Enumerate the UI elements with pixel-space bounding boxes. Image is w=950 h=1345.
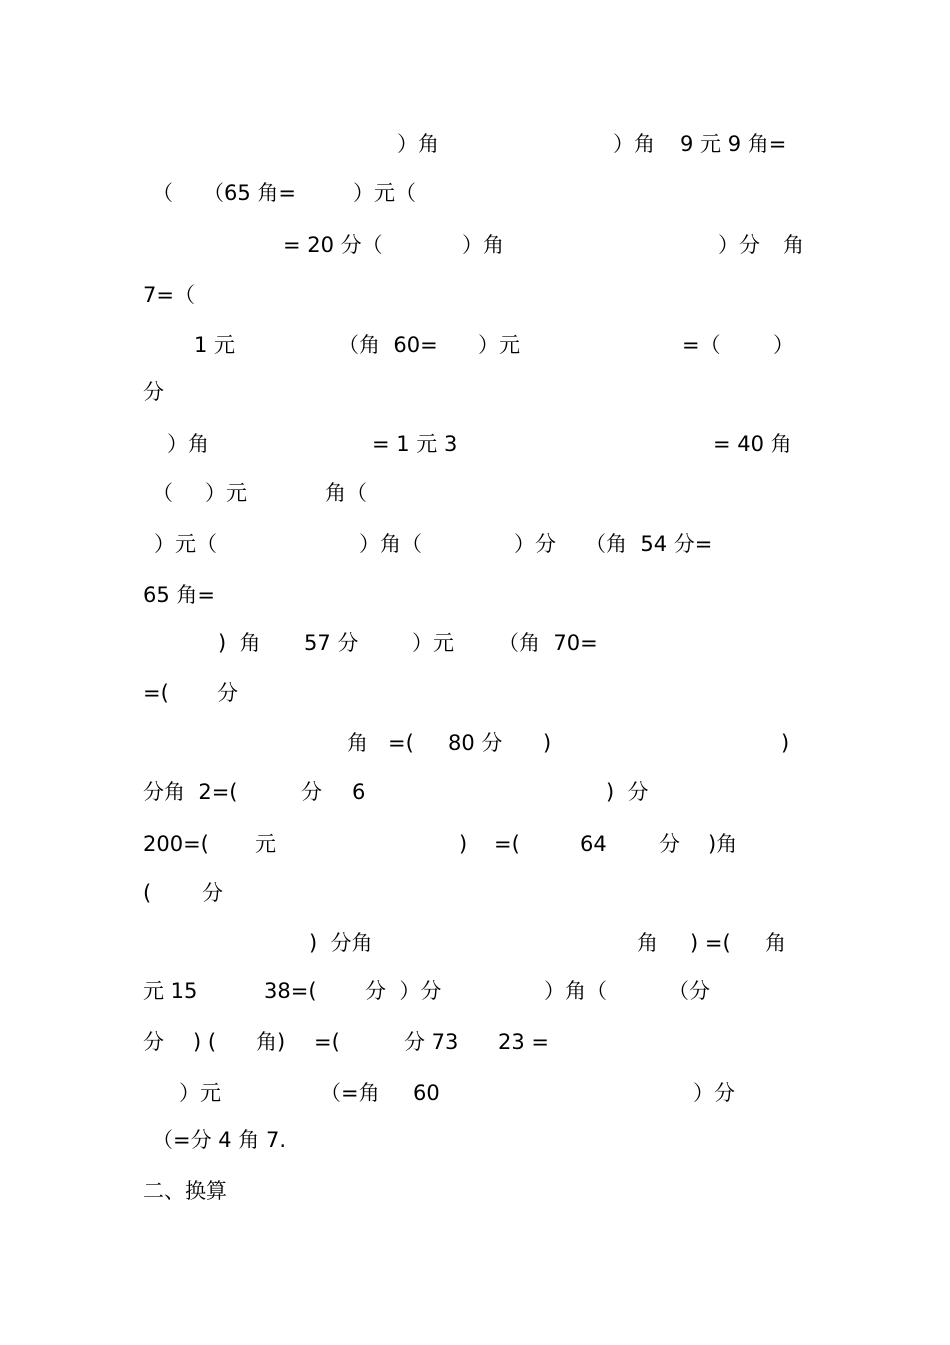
text-fragment: （角 60= — [338, 333, 438, 357]
text-fragment: ) — [781, 731, 790, 755]
text-fragment: 分 ）分 — [365, 979, 442, 1003]
text-fragment: 23 = — [498, 1030, 549, 1054]
text-fragment: ）角（ — [359, 532, 422, 556]
text-fragment: ）元 — [179, 1081, 221, 1105]
text-fragment: ）元 — [478, 333, 520, 357]
text-fragment: 64 — [580, 832, 607, 856]
section-heading: 二、换算 — [143, 1179, 227, 1203]
text-fragment: )角 — [708, 832, 738, 856]
text-fragment: 分 — [217, 681, 238, 705]
text-fragment: （=分 4 角 7. — [152, 1128, 287, 1152]
text-fragment: ) 分角 — [309, 931, 373, 955]
text-fragment: 9 元 9 角= — [680, 132, 787, 156]
text-fragment: ）角 — [613, 132, 655, 156]
text-fragment: 60 — [413, 1081, 440, 1105]
text-fragment: 角) — [256, 1030, 286, 1054]
text-fragment: ）元（ — [353, 181, 416, 205]
text-fragment: （角 70= — [498, 631, 598, 655]
text-fragment: ）角 — [397, 132, 439, 156]
text-fragment: 元 15 — [143, 979, 198, 1003]
text-fragment: 角 — [765, 931, 786, 955]
text-fragment: ）元（ — [154, 532, 217, 556]
text-fragment: ）角（ — [544, 979, 607, 1003]
text-fragment: ）分 — [693, 1081, 735, 1105]
text-fragment: ) =( — [690, 931, 731, 955]
text-fragment: （65 角= — [203, 181, 296, 205]
text-fragment: （ — [152, 181, 173, 205]
text-fragment: 分 — [301, 780, 322, 804]
text-fragment: 分 — [143, 380, 164, 404]
text-fragment: 57 分 — [304, 631, 359, 655]
text-fragment: 200=( — [143, 832, 209, 856]
text-fragment: ) 分 — [606, 780, 649, 804]
text-fragment: 6 — [352, 780, 366, 804]
text-fragment: =( — [143, 681, 169, 705]
text-fragment: 分 — [659, 832, 680, 856]
text-fragment: 80 分 — [448, 731, 503, 755]
text-fragment: ）分 — [514, 532, 556, 556]
text-fragment: 65 角= — [143, 583, 215, 607]
text-fragment: = 1 元 3 — [372, 432, 458, 456]
text-fragment: 1 元 — [194, 333, 236, 357]
text-fragment: 角（ — [325, 481, 367, 505]
text-fragment: 分 — [202, 881, 223, 905]
text-fragment: （=角 — [320, 1081, 380, 1105]
text-fragment: ) — [543, 731, 552, 755]
text-fragment: ( — [143, 881, 152, 905]
text-fragment: （ — [152, 481, 173, 505]
text-fragment: 元 — [255, 832, 276, 856]
text-fragment: 分 73 — [404, 1030, 459, 1054]
text-fragment: =（ — [682, 333, 721, 357]
text-fragment: =( — [314, 1030, 340, 1054]
text-fragment: ) ( — [193, 1030, 217, 1054]
text-fragment: ) — [459, 832, 468, 856]
text-fragment: （角 54 分= — [585, 532, 713, 556]
text-fragment: ）元 — [205, 481, 247, 505]
text-fragment: 38=( — [264, 979, 317, 1003]
text-fragment: （分 — [668, 979, 710, 1003]
text-fragment: 7=（ — [143, 283, 195, 307]
text-fragment: ）分 — [718, 233, 760, 257]
text-fragment: 角 =( — [347, 731, 414, 755]
text-fragment: ）元 — [412, 631, 454, 655]
text-fragment: 分角 2=( — [143, 780, 238, 804]
text-fragment: 分 — [143, 1030, 164, 1054]
text-fragment: = 40 角 — [713, 432, 792, 456]
text-fragment: 角 — [783, 233, 804, 257]
text-fragment: = 20 分（ — [283, 233, 383, 257]
text-fragment: ）角 — [462, 233, 504, 257]
text-fragment: ) 角 — [218, 631, 261, 655]
text-fragment: 角 — [637, 931, 658, 955]
text-fragment: =( — [494, 832, 520, 856]
text-fragment: ）角 — [167, 432, 209, 456]
text-fragment: ） — [773, 333, 794, 357]
